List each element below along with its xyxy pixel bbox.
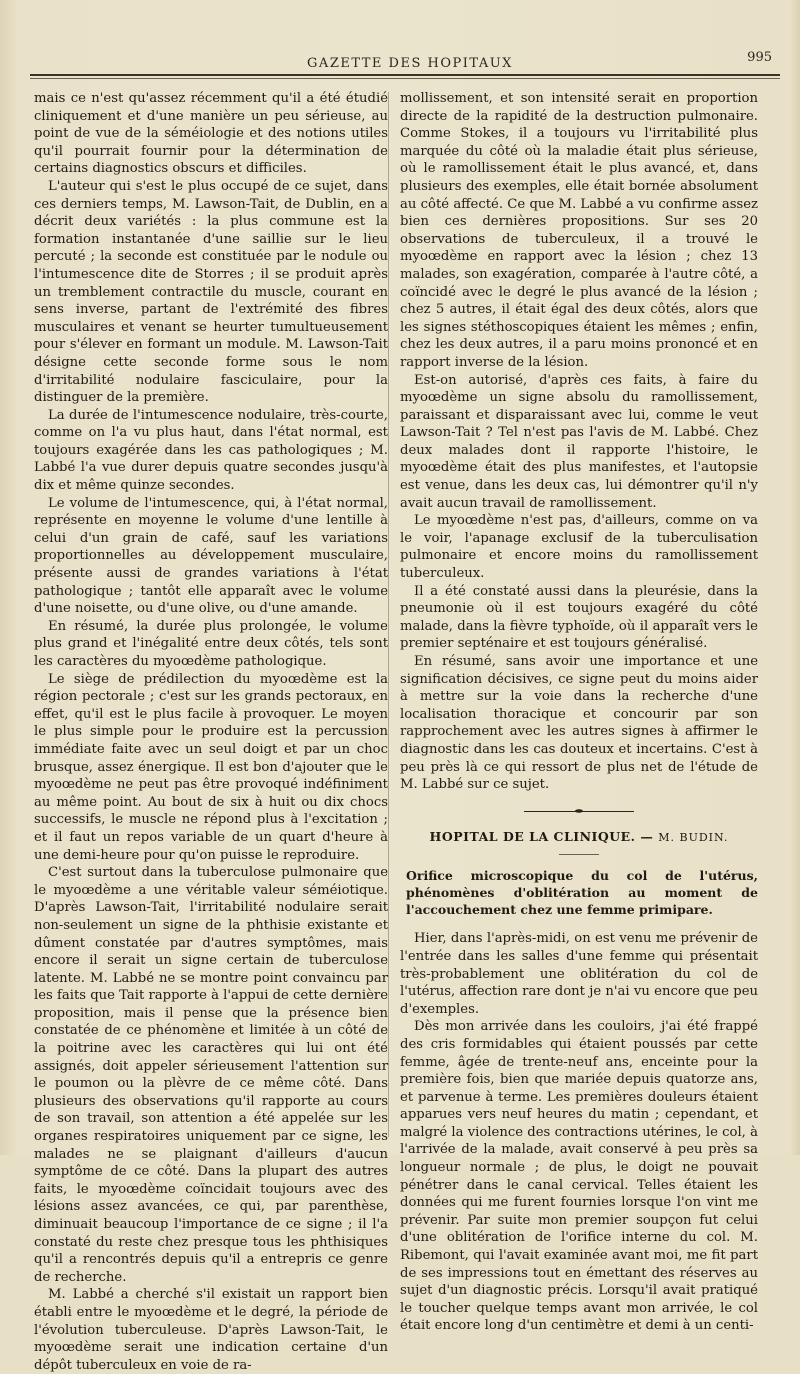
paragraph: Hier, dans l'après-midi, on est venu me prévenir de l'entrée dans les salles d'une femme qui présentait très-probablement une oblitération du col de l'utérus, affection rare dont je n'ai vu encore que peu d'exemples. <box>400 931 758 1017</box>
paragraph: En résumé, sans avoir une importance et une signification décisives, ce signe peut du moins aider à mettre sur la voie dans la recherche d'une localisation thoracique et concourir par son rapprochement avec les autres signes à affirmer le diagnostic dans les cas douteux et incertains. C'est à peu près là ce qui ressort de plus net de l'étude de M. Labbé sur ce sujet. <box>400 654 758 793</box>
page-number: 995 <box>747 50 772 65</box>
header-rule-thick <box>30 74 780 76</box>
left-column <box>34 90 388 1374</box>
column-divider <box>388 92 389 1137</box>
right-column <box>400 90 758 1335</box>
paragraph: Dès mon arrivée dans les couloirs, j'ai été frappé des cris formidables qui étaient poussés par cette femme, âgée de trente-neuf ans, enceinte pour la première fois, bien que mariée depuis quatorze ans, et parvenue à terme. Les premières douleurs étaient apparues vers neuf heures du matin ; cependant, et malgré la violence des contractions utérines, le col, à l'arrivée de la malade, avait conservé à peu près sa longueur normale ; de plus, le doigt ne pouvait pénétrer dans le canal cervical. Telles étaient les données qui me furent fournies lorsque l'on vint me prévenir. Par suite mon premier soupçon fut celui d'une oblitération de l'orifice interne du col. M. Ribemont, qui l'avait examinée avant moi, me fit part de ses impressions tout en émettant des réserves au sujet d'un diagnostic précis. Lorsqu'il avait pratiqué le toucher quelque temps avant mon arrivée, le col était encore long d'un centimètre et demi à un centi- <box>400 1019 758 1334</box>
paragraph: La durée de l'intumescence nodulaire, très-courte, comme on l'a vu plus haut, dans l'état normal, est toujours exagérée dans les cas pathologiques ; M. Labbé l'a vue durer depuis quatre secondes jusqu'à dix et même quinze secondes. <box>34 407 388 494</box>
section-author: M. BUDIN. <box>658 830 729 844</box>
section-title <box>400 828 758 847</box>
paragraph: M. Labbé a cherché s'il existait un rapport bien établi entre le myoœdème et le degré, la période de l'évolution tuberculeuse. D'après Lawson-Tait, le myoœdème serait une indication certaine d'un dépôt tuberculeux en voie de ra- <box>34 1287 388 1373</box>
paragraph: L'auteur qui s'est le plus occupé de ce sujet, dans ces derniers temps, M. Lawson-Tait, de Dublin, en a décrit deux variétés : la plus commune est la formation instantanée d'une saillie sur le lieu percuté ; la seconde est constituée par le nodule ou l'intumescence dite de Storres ; il se produit après un tremblement contractile du muscle, courant en sens inverse, partant de l'extrémité des fibres musculaires et venant se heurter tumultueusement pour s'élever en formant un module. M. Lawson-Tait désigne cette seconde forme sous le nom d'irritabilité nodulaire fasciculaire, pour la distinguer de la première. <box>34 178 388 406</box>
paragraph: mais ce n'est qu'assez récemment qu'il a été étudié cliniquement et d'une manière un peu sérieuse, au point de vue de la séméiologie et des notions utiles qu'il pourrait fournir pour la détermination de certains diagnostics obscurs et difficiles. <box>34 91 388 177</box>
paragraph: Le siège de prédilection du myoœdème est la région pectorale ; c'est sur les grands pectoraux, en effet, qu'il est le plus facile à provoquer. Le moyen le plus simple pour le produire est la percussion immédiate faite avec un seul doigt et par un choc brusque, assez énergique. Il est bon d'ajouter que le myoœdème ne peut pas être provoqué indéfiniment au même point. Au bout de six à huit ou dix chocs successifs, le muscle ne répond plus à l'excitation ; et il faut un repos variable de un quart d'heure à une demi-heure pour qu'on puisse le reproduire. <box>34 671 388 863</box>
paragraph: mollissement, et son intensité serait en proportion directe de la rapidité de la destruction pulmonaire. Comme Stokes, il a toujours vu l'irritabilité plus marquée du côté où la maladie était plus sérieuse, où le ramollissement était le plus avancé, et, dans plusieurs des exemples, elle était bornée absolument au côté affecté. Ce que M. Labbé a vu confirme assez bien ces dernières propositions. Sur ses 20 observations de tuberculeux, il a trouvé le myoœdème en rapport avec la lésion ; chez 13 malades, son exagération, comparée à l'autre côté, a coïncidé avec le degré le plus avancé de la lésion ; chez 5 autres, il était égal des deux côtés, alors que les signes stéthoscopiques étaient les mêmes ; enfin, chez les deux autres, il a paru moins prononcé et en rapport inverse de la lésion. <box>400 91 758 370</box>
paragraph: En résumé, la durée plus prolongée, le volume plus grand et l'inégalité entre deux côtés, tels sont les caractères du myoœdème pathologique. <box>34 618 388 669</box>
paragraph: Est-on autorisé, d'après ces faits, à faire du myoœdème un signe absolu du ramollissement, paraissant et disparaissant avec lui, comme le veut Lawson-Tait ? Tel n'est pas l'avis de M. Labbé. Chez deux malades dont il rapporte l'histoire, le myoœdème était des plus manifestes, et l'autopsie est venue, dans les deux cas, lui démontrer qu'il n'y avait aucun travail de ramollissement. <box>400 372 758 511</box>
section-hospital: HOPITAL DE LA CLINIQUE. — <box>429 828 659 844</box>
short-rule <box>559 854 599 855</box>
paragraph: Le volume de l'intumescence, qui, à l'état normal, représente en moyenne le volume d'une lentille à celui d'un grain de café, sauf les variations proportionnelles au développement musculaire, présente aussi de grandes variations à l'état pathologique ; tantôt elle apparaît avec le volume d'une noisette, ou d'une olive, ou d'une amande. <box>34 495 388 617</box>
section-separator <box>524 808 634 814</box>
running-head: GAZETTE DES HOPITAUX <box>307 56 513 71</box>
header-rule-thin <box>30 78 780 79</box>
paragraph: Il a été constaté aussi dans la pleurésie, dans la pneumonie où il est toujours exagéré du côté malade, dans la fièvre typhoïde, où il apparaît vers le premier septénaire et est toujours généralisé. <box>400 583 758 652</box>
article-title: Orifice microscopique du col de l'utérus, phénomènes d'oblitération au moment de l'accouchement chez une femme primipare. <box>406 868 758 918</box>
paragraph: Le myoœdème n'est pas, d'ailleurs, comme on va le voir, l'apanage exclusif de la tuberculisation pulmonaire et encore moins du ramollissement tuberculeux. <box>400 513 758 582</box>
paragraph: C'est surtout dans la tuberculose pulmonaire que le myoœdème a une véritable valeur séméiotique. D'après Lawson-Tait, l'irritabilité nodulaire serait non-seulement un signe de la phthisie existante et dûment constatée par d'autres symptômes, mais encore il serait un signe certain de tuberculose latente. M. Labbé ne se montre point convaincu par les faits que Tait rapporte à l'appui de cette dernière proposition, mais il pense que la présence bien constatée de ce phénomène et limitée à un côté de la poitrine avec les caractères qui lui ont été assignés, doit appeler sérieusement l'attention sur le poumon ou la plèvre de ce même côté. Dans plusieurs des observations qu'il rapporte au cours de son travail, son attention a été appelée sur les organes respiratoires uniquement par ce signe, les malades ne se plaignant d'ailleurs d'aucun symptôme de ce côté. Dans la plupart des autres faits, le myoœdème coïncidait toujours avec des lésions assez avancées, ce qui, par parenthèse, diminuait beaucoup l'importance de ce signe ; il l'a constaté du reste chez presque tous les phthisiques qu'il a rencontrés depuis qu'il a entrepris ce genre de recherche. <box>34 865 389 1285</box>
